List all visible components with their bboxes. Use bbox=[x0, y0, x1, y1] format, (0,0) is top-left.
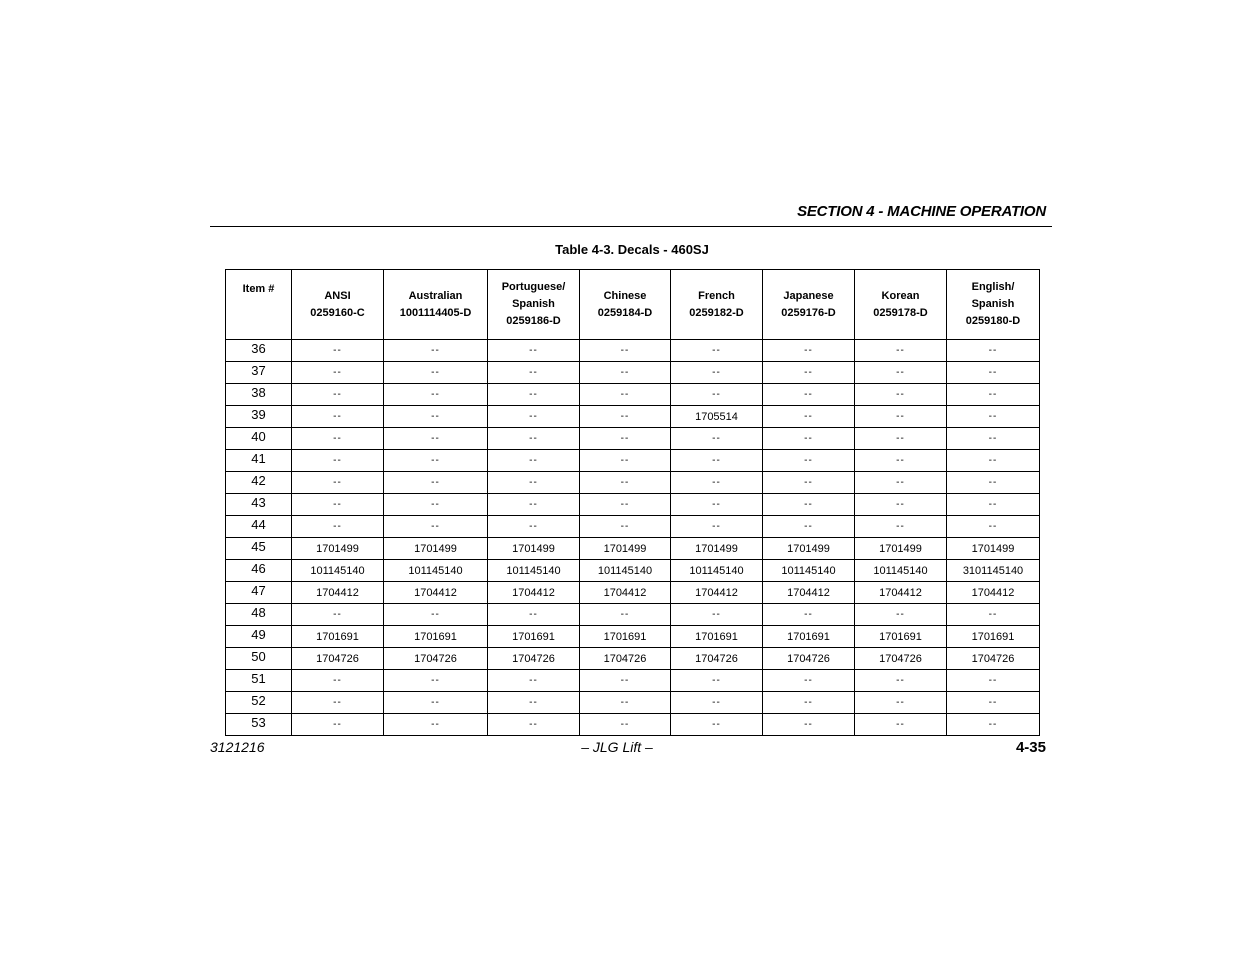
part-number-cell: -- bbox=[947, 362, 1040, 384]
column-header-line: Chinese bbox=[603, 289, 647, 302]
part-number-cell: -- bbox=[763, 340, 855, 362]
part-number-cell: -- bbox=[292, 472, 384, 494]
part-number-cell: -- bbox=[292, 604, 384, 626]
item-number-cell: 45 bbox=[226, 538, 292, 560]
column-header bbox=[384, 270, 488, 340]
table-row bbox=[226, 626, 1040, 648]
part-number-cell: -- bbox=[671, 692, 763, 714]
table-row bbox=[226, 494, 1040, 516]
part-number-cell: -- bbox=[855, 670, 947, 692]
part-number-cell: -- bbox=[763, 406, 855, 428]
part-number-cell: -- bbox=[855, 340, 947, 362]
part-number-cell: -- bbox=[384, 692, 488, 714]
part-number-cell: -- bbox=[947, 692, 1040, 714]
part-number-cell: -- bbox=[671, 472, 763, 494]
part-number-cell: 3101145140 bbox=[947, 560, 1040, 582]
table-body bbox=[226, 340, 1040, 736]
part-number-cell: -- bbox=[292, 406, 384, 428]
column-header bbox=[488, 270, 580, 340]
part-number-cell: -- bbox=[671, 384, 763, 406]
column-header bbox=[855, 270, 947, 340]
part-number-cell: -- bbox=[855, 384, 947, 406]
part-number-cell: -- bbox=[671, 670, 763, 692]
part-number-cell: -- bbox=[947, 714, 1040, 736]
part-number-cell: 1701499 bbox=[763, 538, 855, 560]
part-number-cell: -- bbox=[580, 384, 671, 406]
part-number-cell: 101145140 bbox=[671, 560, 763, 582]
part-number-cell: -- bbox=[488, 604, 580, 626]
part-number-cell: 1701499 bbox=[580, 538, 671, 560]
part-number-cell: 1701691 bbox=[671, 626, 763, 648]
part-number-cell: -- bbox=[947, 406, 1040, 428]
part-number-cell: -- bbox=[488, 406, 580, 428]
part-number-cell: 1701691 bbox=[855, 626, 947, 648]
part-number-cell: -- bbox=[292, 362, 384, 384]
part-number-cell: 1701691 bbox=[947, 626, 1040, 648]
part-number-cell: -- bbox=[763, 714, 855, 736]
item-number-cell: 36 bbox=[226, 340, 292, 362]
part-number-cell: 1704726 bbox=[488, 648, 580, 670]
section-header: SECTION 4 - MACHINE OPERATION bbox=[797, 203, 1046, 220]
part-number-cell: 1704412 bbox=[947, 582, 1040, 604]
part-number-cell: 1701499 bbox=[855, 538, 947, 560]
part-number-cell: -- bbox=[947, 450, 1040, 472]
item-number-cell: 43 bbox=[226, 494, 292, 516]
part-number-cell: -- bbox=[763, 472, 855, 494]
part-number-cell: -- bbox=[947, 516, 1040, 538]
part-number-cell: -- bbox=[671, 362, 763, 384]
part-number-cell: 1704726 bbox=[292, 648, 384, 670]
item-number-cell: 46 bbox=[226, 560, 292, 582]
column-header-item bbox=[226, 270, 292, 340]
part-number-cell: -- bbox=[580, 604, 671, 626]
part-number-cell: 1704412 bbox=[855, 582, 947, 604]
part-number-cell: -- bbox=[384, 494, 488, 516]
part-number-cell: -- bbox=[292, 692, 384, 714]
part-number-cell: -- bbox=[763, 692, 855, 714]
column-header-line: 0259180-D bbox=[965, 315, 1021, 327]
column-header bbox=[671, 270, 763, 340]
column-header-line: 0259178-D bbox=[873, 306, 928, 319]
part-number-cell: 1704412 bbox=[384, 582, 488, 604]
part-number-cell: -- bbox=[384, 362, 488, 384]
column-header-line: Korean bbox=[881, 289, 920, 302]
table-row bbox=[226, 472, 1040, 494]
document-number: 3121216 bbox=[210, 739, 265, 755]
part-number-cell: -- bbox=[855, 692, 947, 714]
part-number-cell: -- bbox=[488, 384, 580, 406]
part-number-cell: -- bbox=[580, 516, 671, 538]
part-number-cell: 1704726 bbox=[384, 648, 488, 670]
part-number-cell: -- bbox=[763, 362, 855, 384]
part-number-cell: -- bbox=[671, 714, 763, 736]
part-number-cell: -- bbox=[292, 516, 384, 538]
column-header-line: 0259160-C bbox=[310, 306, 365, 319]
part-number-cell: -- bbox=[763, 384, 855, 406]
part-number-cell: -- bbox=[488, 340, 580, 362]
part-number-cell: -- bbox=[488, 714, 580, 736]
part-number-cell: -- bbox=[384, 428, 488, 450]
part-number-cell: 1701499 bbox=[384, 538, 488, 560]
table-row bbox=[226, 362, 1040, 384]
column-header-line: ANSI bbox=[324, 289, 351, 302]
part-number-cell: -- bbox=[580, 714, 671, 736]
part-number-cell: -- bbox=[488, 692, 580, 714]
part-number-cell: -- bbox=[855, 604, 947, 626]
part-number-cell: 1704412 bbox=[671, 582, 763, 604]
column-header-line: 1001114405-D bbox=[399, 306, 472, 319]
part-number-cell: 101145140 bbox=[384, 560, 488, 582]
decals-table bbox=[225, 269, 1040, 736]
part-number-cell: -- bbox=[580, 406, 671, 428]
part-number-cell: 1704412 bbox=[763, 582, 855, 604]
table-header-row bbox=[226, 270, 1040, 340]
part-number-cell: -- bbox=[671, 450, 763, 472]
part-number-cell: -- bbox=[384, 384, 488, 406]
column-header-line: Australian bbox=[408, 289, 463, 302]
column-header-line: French bbox=[698, 289, 735, 302]
item-number-cell: 52 bbox=[226, 692, 292, 714]
column-header-line: Spanish bbox=[512, 298, 555, 310]
part-number-cell: 1704412 bbox=[292, 582, 384, 604]
column-header-line: Spanish bbox=[971, 298, 1015, 310]
table-row bbox=[226, 582, 1040, 604]
part-number-cell: 1704726 bbox=[763, 648, 855, 670]
table-row bbox=[226, 516, 1040, 538]
part-number-cell: -- bbox=[671, 340, 763, 362]
part-number-cell: -- bbox=[384, 670, 488, 692]
part-number-cell: -- bbox=[488, 362, 580, 384]
part-number-cell: -- bbox=[580, 340, 671, 362]
part-number-cell: 1705514 bbox=[671, 406, 763, 428]
part-number-cell: -- bbox=[763, 670, 855, 692]
part-number-cell: -- bbox=[384, 714, 488, 736]
item-number-cell: 50 bbox=[226, 648, 292, 670]
item-number-cell: 48 bbox=[226, 604, 292, 626]
part-number-cell: 1701499 bbox=[947, 538, 1040, 560]
part-number-cell: -- bbox=[488, 450, 580, 472]
table-row bbox=[226, 714, 1040, 736]
table-title: Table 4-3. Decals - 460SJ bbox=[555, 242, 709, 257]
part-number-cell: -- bbox=[763, 450, 855, 472]
part-number-cell: -- bbox=[671, 516, 763, 538]
part-number-cell: 1704726 bbox=[855, 648, 947, 670]
part-number-cell: 1701691 bbox=[488, 626, 580, 648]
part-number-cell: -- bbox=[488, 494, 580, 516]
item-number-cell: 41 bbox=[226, 450, 292, 472]
part-number-cell: -- bbox=[855, 406, 947, 428]
table-row bbox=[226, 604, 1040, 626]
part-number-cell: -- bbox=[580, 450, 671, 472]
column-header-line: 0259182-D bbox=[689, 306, 744, 319]
table-row bbox=[226, 428, 1040, 450]
part-number-cell: -- bbox=[855, 362, 947, 384]
part-number-cell: 1701499 bbox=[292, 538, 384, 560]
column-header-line: English/ bbox=[971, 281, 1015, 293]
table-row bbox=[226, 384, 1040, 406]
part-number-cell: -- bbox=[292, 714, 384, 736]
part-number-cell: -- bbox=[671, 428, 763, 450]
part-number-cell: -- bbox=[855, 428, 947, 450]
item-number-cell: 37 bbox=[226, 362, 292, 384]
column-header bbox=[763, 270, 855, 340]
part-number-cell: 1704412 bbox=[488, 582, 580, 604]
item-number-cell: 38 bbox=[226, 384, 292, 406]
part-number-cell: 1701499 bbox=[671, 538, 763, 560]
item-number-cell: 53 bbox=[226, 714, 292, 736]
part-number-cell: -- bbox=[947, 384, 1040, 406]
part-number-cell: -- bbox=[947, 494, 1040, 516]
footer-brand: – JLG Lift – bbox=[581, 739, 653, 755]
item-number-cell: 40 bbox=[226, 428, 292, 450]
part-number-cell: -- bbox=[763, 428, 855, 450]
item-number-cell: 49 bbox=[226, 626, 292, 648]
part-number-cell: -- bbox=[488, 516, 580, 538]
table-row bbox=[226, 450, 1040, 472]
part-number-cell: -- bbox=[671, 494, 763, 516]
part-number-cell: -- bbox=[292, 428, 384, 450]
part-number-cell: -- bbox=[580, 428, 671, 450]
part-number-cell: -- bbox=[763, 516, 855, 538]
part-number-cell: -- bbox=[947, 340, 1040, 362]
item-number-cell: 39 bbox=[226, 406, 292, 428]
part-number-cell: -- bbox=[947, 428, 1040, 450]
column-header-line: 0259176-D bbox=[781, 306, 836, 319]
part-number-cell: -- bbox=[580, 494, 671, 516]
table-row bbox=[226, 560, 1040, 582]
column-header bbox=[947, 270, 1040, 340]
table-row bbox=[226, 670, 1040, 692]
part-number-cell: -- bbox=[384, 450, 488, 472]
item-number-cell: 42 bbox=[226, 472, 292, 494]
item-number-cell: 51 bbox=[226, 670, 292, 692]
part-number-cell: 1701691 bbox=[763, 626, 855, 648]
column-header-line: 0259186-D bbox=[506, 315, 561, 327]
part-number-cell: 101145140 bbox=[580, 560, 671, 582]
part-number-cell: -- bbox=[855, 516, 947, 538]
part-number-cell: 1701691 bbox=[292, 626, 384, 648]
part-number-cell: 1704726 bbox=[580, 648, 671, 670]
part-number-cell: -- bbox=[384, 340, 488, 362]
part-number-cell: -- bbox=[580, 670, 671, 692]
part-number-cell: 1704412 bbox=[580, 582, 671, 604]
column-header-line: Item # bbox=[242, 283, 275, 295]
item-number-cell: 47 bbox=[226, 582, 292, 604]
column-header bbox=[580, 270, 671, 340]
table-row bbox=[226, 538, 1040, 560]
part-number-cell: 1701691 bbox=[384, 626, 488, 648]
part-number-cell: 101145140 bbox=[763, 560, 855, 582]
part-number-cell: -- bbox=[488, 670, 580, 692]
part-number-cell: -- bbox=[292, 670, 384, 692]
table-row bbox=[226, 340, 1040, 362]
part-number-cell: -- bbox=[855, 450, 947, 472]
part-number-cell: -- bbox=[580, 472, 671, 494]
part-number-cell: 101145140 bbox=[488, 560, 580, 582]
column-header-line: Portuguese/ bbox=[501, 281, 566, 293]
part-number-cell: -- bbox=[947, 604, 1040, 626]
column-header-line: 0259184-D bbox=[597, 306, 653, 319]
column-header bbox=[292, 270, 384, 340]
part-number-cell: 1704726 bbox=[947, 648, 1040, 670]
column-header-line: Japanese bbox=[783, 289, 834, 302]
part-number-cell: 1701691 bbox=[580, 626, 671, 648]
part-number-cell: -- bbox=[580, 362, 671, 384]
part-number-cell: -- bbox=[763, 494, 855, 516]
part-number-cell: -- bbox=[292, 384, 384, 406]
part-number-cell: 1701499 bbox=[488, 538, 580, 560]
part-number-cell: -- bbox=[947, 670, 1040, 692]
part-number-cell: -- bbox=[384, 406, 488, 428]
part-number-cell: -- bbox=[855, 494, 947, 516]
table-row bbox=[226, 692, 1040, 714]
part-number-cell: -- bbox=[292, 494, 384, 516]
page-number: 4-35 bbox=[1015, 739, 1046, 756]
table-row bbox=[226, 648, 1040, 670]
part-number-cell: -- bbox=[384, 472, 488, 494]
part-number-cell: 101145140 bbox=[855, 560, 947, 582]
part-number-cell: -- bbox=[384, 604, 488, 626]
part-number-cell: -- bbox=[855, 472, 947, 494]
part-number-cell: -- bbox=[671, 604, 763, 626]
part-number-cell: 101145140 bbox=[292, 560, 384, 582]
part-number-cell: -- bbox=[292, 340, 384, 362]
table-row bbox=[226, 406, 1040, 428]
part-number-cell: -- bbox=[384, 516, 488, 538]
part-number-cell: -- bbox=[855, 714, 947, 736]
part-number-cell: 1704726 bbox=[671, 648, 763, 670]
part-number-cell: -- bbox=[488, 472, 580, 494]
part-number-cell: -- bbox=[580, 692, 671, 714]
part-number-cell: -- bbox=[763, 604, 855, 626]
part-number-cell: -- bbox=[488, 428, 580, 450]
part-number-cell: -- bbox=[947, 472, 1040, 494]
item-number-cell: 44 bbox=[226, 516, 292, 538]
part-number-cell: -- bbox=[292, 450, 384, 472]
header-rule bbox=[210, 226, 1052, 227]
